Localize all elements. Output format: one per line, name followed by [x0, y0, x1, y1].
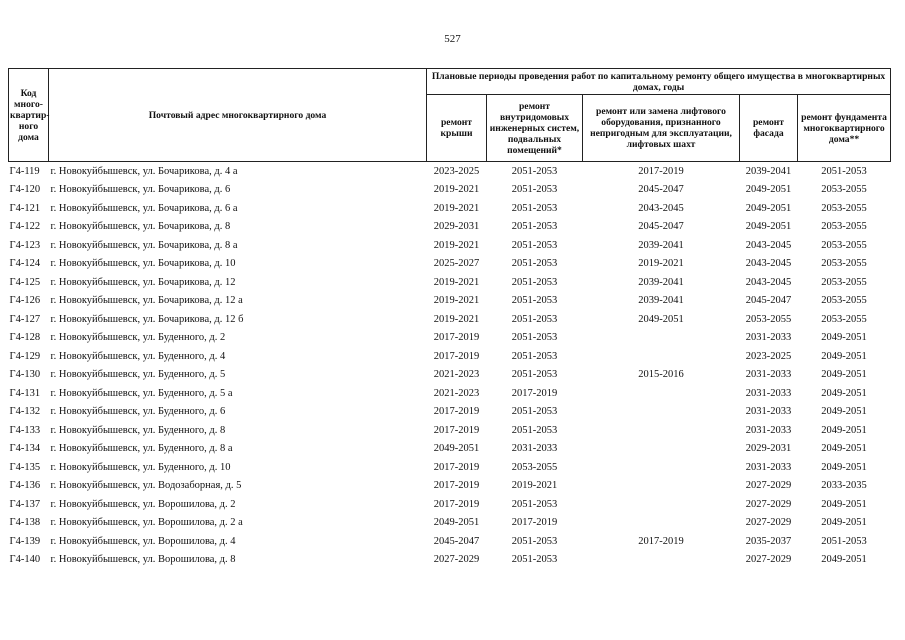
cell-address: г. Новокуйбышевск, ул. Ворошилова, д. 4 [50, 535, 236, 547]
table-row [9, 347, 891, 366]
cell-systems: 2051-2053 [511, 535, 558, 547]
cell-code: Г4-124 [9, 258, 41, 270]
cell-systems: 2019-2021 [511, 480, 558, 492]
cell-address: г. Новокуйбышевск, ул. Буденного, д. 10 [50, 461, 231, 473]
table-row [9, 495, 891, 514]
cell-code: Г4-132 [9, 406, 41, 418]
cell-elevator: 2039-2041 [638, 295, 684, 307]
cell-roof: 2049-2051 [433, 443, 480, 455]
page-number: 527 [444, 33, 461, 45]
cell-address: г. Новокуйбышевск, ул. Буденного, д. 4 [50, 350, 226, 362]
cell-address: г. Новокуйбышевск, ул. Бочарикова, д. 4 а [50, 165, 238, 177]
cell-foundation: 2049-2051 [821, 498, 867, 510]
cell-facade: 2031-2033 [745, 387, 792, 399]
cell-foundation: 2049-2051 [821, 369, 867, 381]
cell-elevator [583, 551, 740, 570]
header-periods: Плановые периоды проведения работ по капитальному ремонту общего имущества в многоквартирных домах, годы [427, 69, 891, 95]
cell-code: Г4-126 [9, 295, 41, 307]
cell-roof: 2021-2023 [433, 387, 480, 399]
cell-foundation: 2049-2051 [821, 387, 867, 399]
cell-address: г. Новокуйбышевск, ул. Бочарикова, д. 8 а [50, 239, 238, 251]
cell-systems: 2051-2053 [511, 369, 558, 381]
cell-address: г. Новокуйбышевск, ул. Бочарикова, д. 6 а [50, 202, 238, 214]
cell-code: Г4-133 [9, 424, 41, 436]
cell-facade: 2039-2041 [745, 165, 792, 177]
cell-roof: 2017-2019 [433, 350, 480, 362]
header-facade: ремонт фасада [740, 95, 798, 162]
cell-code: Г4-140 [9, 554, 41, 566]
cell-code: Г4-137 [9, 498, 41, 510]
cell-facade: 2023-2025 [745, 350, 792, 362]
cell-code: Г4-129 [9, 350, 41, 362]
cell-elevator: 2039-2041 [638, 239, 684, 251]
cell-foundation: 2053-2055 [821, 295, 867, 307]
cell-elevator [583, 421, 740, 440]
cell-foundation: 2049-2051 [821, 406, 867, 418]
cell-elevator [583, 347, 740, 366]
table-row [9, 384, 891, 403]
cell-address: г. Новокуйбышевск, ул. Бочарикова, д. 12 [50, 276, 236, 288]
table-row [9, 199, 891, 218]
table-row [9, 532, 891, 551]
cell-address: г. Новокуйбышевск, ул. Буденного, д. 5 [50, 369, 226, 381]
cell-foundation: 2033-2035 [821, 480, 867, 492]
cell-address: г. Новокуйбышевск, ул. Бочарикова, д. 12 б [50, 313, 244, 325]
cell-code: Г4-136 [9, 480, 41, 492]
cell-elevator [583, 514, 740, 533]
table-row [9, 421, 891, 440]
cell-foundation: 2051-2053 [821, 535, 867, 547]
table-row [9, 236, 891, 255]
cell-roof: 2049-2051 [433, 517, 480, 529]
cell-foundation: 2053-2055 [821, 184, 867, 196]
cell-foundation: 2049-2051 [821, 332, 867, 344]
cell-elevator: 2043-2045 [638, 202, 684, 214]
cell-facade: 2027-2029 [745, 554, 792, 566]
cell-foundation: 2053-2055 [821, 202, 867, 214]
cell-foundation: 2051-2053 [821, 165, 867, 177]
table-row [9, 255, 891, 274]
cell-systems: 2053-2055 [511, 461, 558, 473]
cell-address: г. Новокуйбышевск, ул. Бочарикова, д. 6 [50, 184, 231, 196]
cell-foundation: 2049-2051 [821, 424, 867, 436]
cell-foundation: 2049-2051 [821, 554, 867, 566]
cell-systems: 2051-2053 [511, 424, 558, 436]
table-row [9, 329, 891, 348]
cell-roof: 2017-2019 [433, 480, 480, 492]
cell-code: Г4-120 [9, 184, 41, 196]
cell-code: Г4-131 [9, 387, 41, 399]
cell-roof: 2019-2021 [433, 202, 480, 214]
cell-systems: 2051-2053 [511, 554, 558, 566]
cell-facade: 2053-2055 [745, 313, 792, 325]
cell-facade: 2043-2045 [745, 258, 792, 270]
cell-roof: 2027-2029 [433, 554, 480, 566]
cell-elevator [583, 477, 740, 496]
cell-address: г. Новокуйбышевск, ул. Бочарикова, д. 8 [50, 221, 231, 233]
cell-facade: 2031-2033 [745, 461, 792, 473]
cell-elevator: 2015-2016 [638, 369, 684, 381]
cell-elevator: 2017-2019 [638, 535, 684, 547]
cell-code: Г4-127 [9, 313, 41, 325]
cell-roof: 2017-2019 [433, 461, 480, 473]
cell-roof: 2017-2019 [433, 332, 480, 344]
cell-systems: 2051-2053 [511, 202, 558, 214]
cell-elevator [583, 440, 740, 459]
cell-foundation: 2049-2051 [821, 350, 867, 362]
capital-repair-table [8, 68, 891, 569]
cell-systems: 2051-2053 [511, 406, 558, 418]
cell-address: г. Новокуйбышевск, ул. Буденного, д. 2 [50, 332, 226, 344]
cell-roof: 2017-2019 [433, 424, 480, 436]
cell-roof: 2045-2047 [433, 535, 480, 547]
cell-facade: 2029-2031 [745, 443, 792, 455]
cell-elevator [583, 403, 740, 422]
table-header [9, 69, 891, 162]
cell-code: Г4-138 [9, 517, 41, 529]
cell-roof: 2023-2025 [433, 165, 480, 177]
cell-code: Г4-123 [9, 239, 41, 251]
cell-code: Г4-119 [9, 165, 40, 177]
table-row [9, 310, 891, 329]
cell-address: г. Новокуйбышевск, ул. Бочарикова, д. 12 а [50, 295, 243, 307]
cell-code: Г4-125 [9, 276, 41, 288]
cell-code: Г4-121 [9, 202, 41, 214]
cell-roof: 2019-2021 [433, 295, 480, 307]
cell-address: г. Новокуйбышевск, ул. Буденного, д. 8 а [50, 443, 233, 455]
cell-code: Г4-128 [9, 332, 41, 344]
cell-elevator [583, 495, 740, 514]
cell-foundation: 2053-2055 [821, 276, 867, 288]
table-body [9, 162, 891, 570]
cell-roof: 2021-2023 [433, 369, 480, 381]
cell-roof: 2017-2019 [433, 406, 480, 418]
cell-facade: 2049-2051 [745, 184, 792, 196]
table-row [9, 440, 891, 459]
cell-elevator: 2039-2041 [638, 276, 684, 288]
cell-foundation: 2053-2055 [821, 258, 867, 270]
cell-systems: 2051-2053 [511, 350, 558, 362]
cell-facade: 2043-2045 [745, 239, 792, 251]
header-systems: ремонт внутридомовых инженерных систем, подвальных помещений* [487, 95, 583, 162]
cell-foundation: 2049-2051 [821, 443, 867, 455]
table-row [9, 366, 891, 385]
cell-systems: 2051-2053 [511, 165, 558, 177]
table-row [9, 181, 891, 200]
cell-foundation: 2053-2055 [821, 221, 867, 233]
table-row [9, 292, 891, 311]
cell-facade: 2049-2051 [745, 202, 792, 214]
cell-address: г. Новокуйбышевск, ул. Бочарикова, д. 10 [50, 258, 236, 270]
cell-elevator [583, 458, 740, 477]
cell-systems: 2051-2053 [511, 276, 558, 288]
cell-systems: 2051-2053 [511, 258, 558, 270]
cell-systems: 2017-2019 [511, 387, 558, 399]
cell-systems: 2051-2053 [511, 313, 558, 325]
table-row [9, 403, 891, 422]
cell-roof: 2017-2019 [433, 498, 480, 510]
cell-facade: 2031-2033 [745, 406, 792, 418]
cell-address: г. Новокуйбышевск, ул. Буденного, д. 5 а [50, 387, 233, 399]
table-row [9, 162, 891, 181]
cell-elevator [583, 329, 740, 348]
cell-facade: 2045-2047 [745, 295, 792, 307]
cell-elevator [583, 384, 740, 403]
cell-address: г. Новокуйбышевск, ул. Ворошилова, д. 8 [50, 554, 236, 566]
cell-systems: 2031-2033 [511, 443, 558, 455]
cell-elevator: 2049-2051 [638, 313, 684, 325]
cell-address: г. Новокуйбышевск, ул. Буденного, д. 6 [50, 406, 226, 418]
cell-foundation: 2053-2055 [821, 239, 867, 251]
cell-roof: 2019-2021 [433, 239, 480, 251]
cell-elevator: 2045-2047 [638, 184, 684, 196]
cell-facade: 2027-2029 [745, 517, 792, 529]
cell-facade: 2049-2051 [745, 221, 792, 233]
cell-roof: 2019-2021 [433, 184, 480, 196]
cell-systems: 2051-2053 [511, 332, 558, 344]
cell-code: Г4-122 [9, 221, 41, 233]
cell-roof: 2019-2021 [433, 276, 480, 288]
header-code: Код много-квартир-ного дома [9, 69, 49, 162]
cell-facade: 2031-2033 [745, 332, 792, 344]
cell-systems: 2051-2053 [511, 295, 558, 307]
cell-address: г. Новокуйбышевск, ул. Водозаборная, д. 5 [50, 480, 242, 492]
cell-address: г. Новокуйбышевск, ул. Ворошилова, д. 2 а [50, 517, 243, 529]
table-row [9, 477, 891, 496]
cell-systems: 2051-2053 [511, 221, 558, 233]
cell-code: Г4-135 [9, 461, 41, 473]
header-address: Почтовый адрес многоквартирного дома [49, 69, 427, 162]
cell-code: Г4-139 [9, 535, 41, 547]
cell-roof: 2019-2021 [433, 313, 480, 325]
cell-facade: 2027-2029 [745, 498, 792, 510]
cell-foundation: 2049-2051 [821, 517, 867, 529]
cell-facade: 2031-2033 [745, 424, 792, 436]
cell-elevator: 2019-2021 [638, 258, 684, 270]
cell-address: г. Новокуйбышевск, ул. Ворошилова, д. 2 [50, 498, 236, 510]
table-row [9, 458, 891, 477]
cell-foundation: 2053-2055 [821, 313, 867, 325]
cell-address: г. Новокуйбышевск, ул. Буденного, д. 8 [50, 424, 226, 436]
cell-systems: 2051-2053 [511, 498, 558, 510]
cell-elevator: 2045-2047 [638, 221, 684, 233]
table-row [9, 218, 891, 237]
cell-foundation: 2049-2051 [821, 461, 867, 473]
table-row [9, 273, 891, 292]
table-row [9, 514, 891, 533]
cell-facade: 2035-2037 [745, 535, 792, 547]
cell-systems: 2051-2053 [511, 239, 558, 251]
cell-code: Г4-130 [9, 369, 41, 381]
cell-systems: 2051-2053 [511, 184, 558, 196]
header-roof: ремонт крыши [427, 95, 487, 162]
cell-elevator: 2017-2019 [638, 165, 684, 177]
cell-facade: 2031-2033 [745, 369, 792, 381]
table-row [9, 551, 891, 570]
header-elevator: ремонт или замена лифтового оборудования, признанного непригодным для эксплуатации, лифтовых шахт [583, 95, 740, 162]
cell-systems: 2017-2019 [511, 517, 558, 529]
cell-facade: 2027-2029 [745, 480, 792, 492]
cell-facade: 2043-2045 [745, 276, 792, 288]
header-foundation: ремонт фундамента многоквартирного дома** [798, 95, 891, 162]
cell-roof: 2025-2027 [433, 258, 480, 270]
cell-roof: 2029-2031 [433, 221, 480, 233]
cell-code: Г4-134 [9, 443, 41, 455]
